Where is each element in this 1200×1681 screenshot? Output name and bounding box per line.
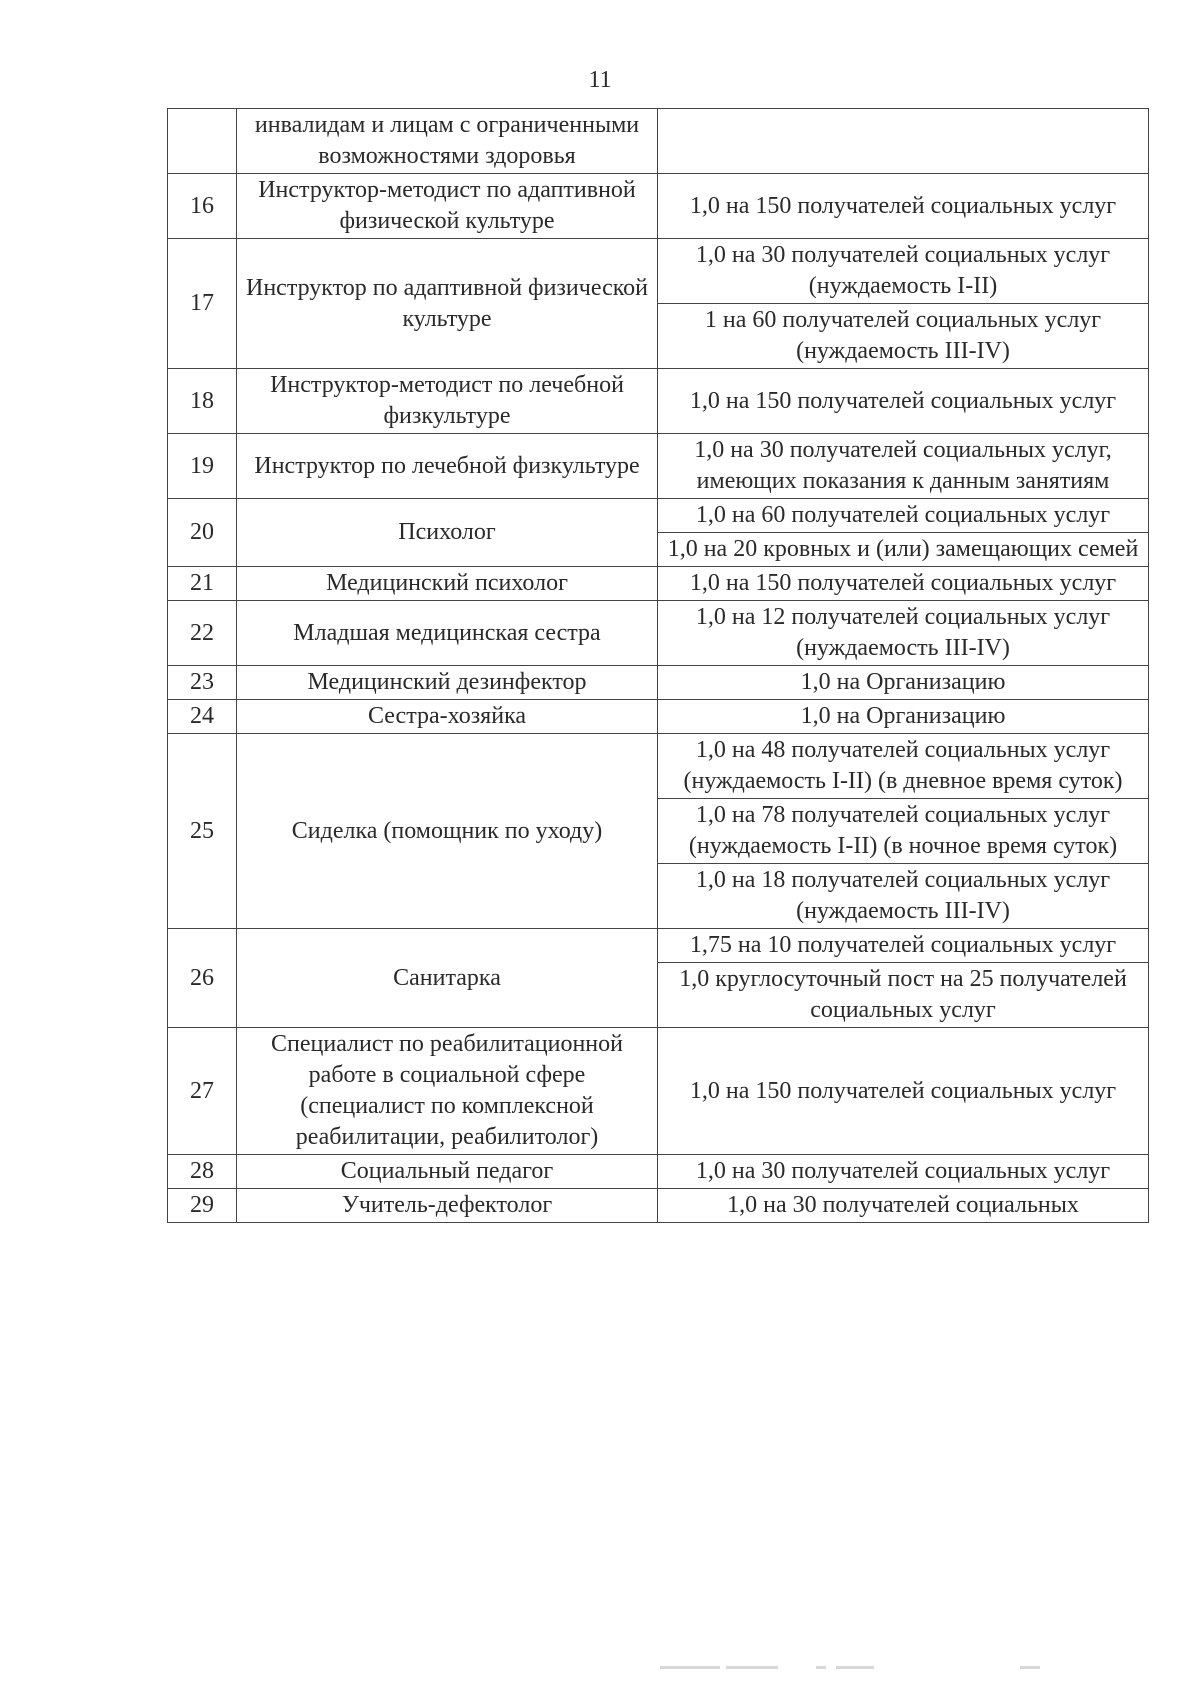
staffing-norm xyxy=(658,109,1149,174)
staffing-norm: 1 на 60 получателей социальных услуг (нуждаемость III-IV) xyxy=(658,304,1149,369)
row-number xyxy=(168,109,237,174)
position-name: Социальный педагог xyxy=(237,1155,658,1189)
staffing-norm: 1,0 на 150 получателей социальных услуг xyxy=(658,369,1149,434)
row-number: 17 xyxy=(168,239,237,369)
table-row xyxy=(168,239,1149,304)
staffing-norm: 1,0 на 78 получателей социальных услуг (нуждаемость I-II) (в ночное время суток) xyxy=(658,799,1149,864)
position-name: Инструктор по адаптивной физической культуре xyxy=(237,239,658,369)
table-row xyxy=(168,601,1149,666)
position-name: Инструктор-методист по лечебной физкультуре xyxy=(237,369,658,434)
staffing-norm: 1,0 на 20 кровных и (или) замещающих семей xyxy=(658,533,1149,567)
position-name: Сиделка (помощник по уходу) xyxy=(237,734,658,929)
table-row xyxy=(168,666,1149,700)
table-row xyxy=(168,734,1149,799)
staffing-norm: 1,0 на 30 получателей социальных услуг, имеющих показания к данным занятиям xyxy=(658,434,1149,499)
table-row xyxy=(168,369,1149,434)
position-name: Психолог xyxy=(237,499,658,567)
row-number: 21 xyxy=(168,567,237,601)
table-row xyxy=(168,929,1149,963)
row-number: 18 xyxy=(168,369,237,434)
staffing-norm: 1,0 круглосуточный пост на 25 получателей социальных услуг xyxy=(658,963,1149,1028)
staffing-norm: 1,0 на Организацию xyxy=(658,666,1149,700)
position-name: Сестра-хозяйка xyxy=(237,700,658,734)
table-row xyxy=(168,499,1149,533)
position-name: Медицинский дезинфектор xyxy=(237,666,658,700)
row-number: 23 xyxy=(168,666,237,700)
table-row xyxy=(168,1028,1149,1155)
staffing-norm: 1,0 на 150 получателей социальных услуг xyxy=(658,567,1149,601)
staffing-norm: 1,0 на 30 получателей социальных услуг (нуждаемость I-II) xyxy=(658,239,1149,304)
position-name: Инструктор-методист по адаптивной физической культуре xyxy=(237,174,658,239)
position-name: Младшая медицинская сестра xyxy=(237,601,658,666)
staffing-norm: 1,0 на 48 получателей социальных услуг (нуждаемость I-II) (в дневное время суток) xyxy=(658,734,1149,799)
staffing-norm: 1,0 на 30 получателей социальных услуг xyxy=(658,1155,1149,1189)
staffing-norm: 1,75 на 10 получателей социальных услуг xyxy=(658,929,1149,963)
position-name: Инструктор по лечебной физкультуре xyxy=(237,434,658,499)
position-name: Специалист по реабилитационной работе в социальной сфере (специалист по комплексной реабилитации, реабилитолог) xyxy=(237,1028,658,1155)
row-number: 22 xyxy=(168,601,237,666)
staffing-norm: 1,0 на 150 получателей социальных услуг xyxy=(658,174,1149,239)
table-row xyxy=(168,434,1149,499)
table-body xyxy=(168,109,1149,1223)
page-number: 11 xyxy=(588,67,612,93)
row-number: 29 xyxy=(168,1189,237,1223)
row-number: 28 xyxy=(168,1155,237,1189)
row-number: 20 xyxy=(168,499,237,567)
table-row xyxy=(168,174,1149,239)
table-row xyxy=(168,109,1149,174)
table-row xyxy=(168,1155,1149,1189)
row-number: 24 xyxy=(168,700,237,734)
staffing-norm: 1,0 на 12 получателей социальных услуг (нуждаемость III-IV) xyxy=(658,601,1149,666)
table-row xyxy=(168,700,1149,734)
row-number: 27 xyxy=(168,1028,237,1155)
position-name: Санитарка xyxy=(237,929,658,1028)
row-number: 25 xyxy=(168,734,237,929)
staffing-norm: 1,0 на Организацию xyxy=(658,700,1149,734)
scan-artifacts xyxy=(660,1666,1080,1669)
table-row xyxy=(168,567,1149,601)
staffing-norm: 1,0 на 18 получателей социальных услуг (нуждаемость III-IV) xyxy=(658,864,1149,929)
position-name: инвалидам и лицам с ограниченными возможностями здоровья xyxy=(237,109,658,174)
row-number: 16 xyxy=(168,174,237,239)
staffing-norm: 1,0 на 30 получателей социальных xyxy=(658,1189,1149,1223)
staffing-norms-table xyxy=(167,108,1149,1223)
position-name: Медицинский психолог xyxy=(237,567,658,601)
row-number: 26 xyxy=(168,929,237,1028)
staffing-norm: 1,0 на 60 получателей социальных услуг xyxy=(658,499,1149,533)
table-row xyxy=(168,1189,1149,1223)
staffing-norm: 1,0 на 150 получателей социальных услуг xyxy=(658,1028,1149,1155)
row-number: 19 xyxy=(168,434,237,499)
position-name: Учитель-дефектолог xyxy=(237,1189,658,1223)
